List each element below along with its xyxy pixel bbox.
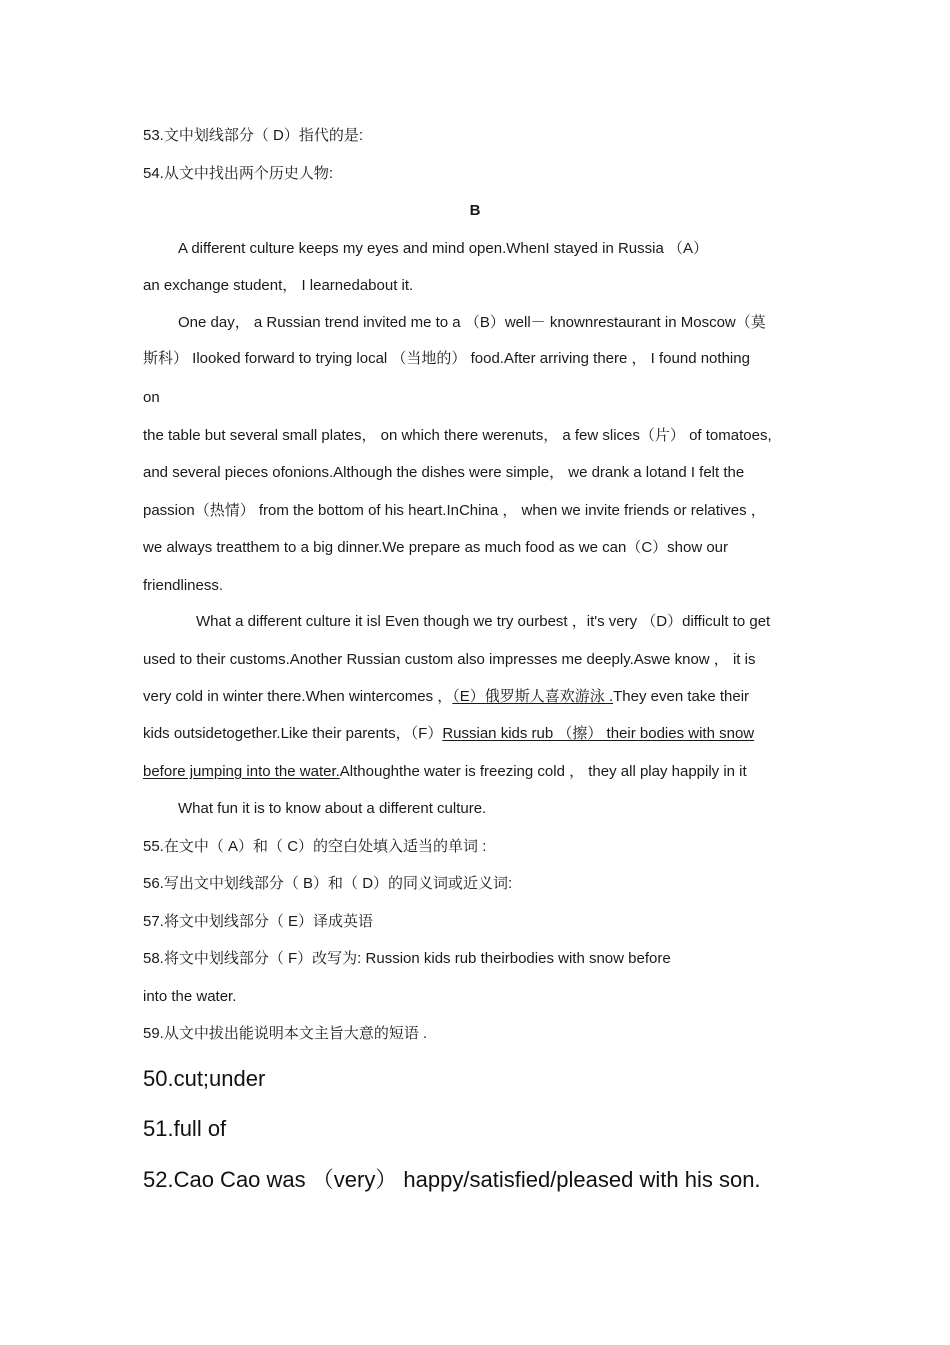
passage-line: used to their customs.Another Russian custom also impresses me deeply.Aswe know ， it is: [143, 651, 756, 668]
passage-text: kids outsidetogether.Like their parents，（F）: [143, 725, 443, 742]
passage-line: the table but several small plates， on which there werenuts， a few slices（片） of tomatoes,: [143, 427, 772, 444]
passage-text: Althoughthe water is freezing cold ， they all play happily in it: [339, 763, 747, 780]
answer-50: 50.cut;under: [143, 1066, 266, 1091]
passage-line: on: [143, 389, 160, 406]
underlined-phrase-e: （E）俄罗斯人喜欢游泳 .: [452, 688, 614, 705]
question-54: 54.从文中找出两个历史人物:: [143, 165, 334, 182]
question-58-cont: into the water.: [143, 988, 237, 1005]
passage-line: A different culture keeps my eyes and mind open.WhenI stayed in Russia （A）: [178, 240, 708, 257]
passage-line: What a different culture it isl Even though we try ourbest ，it's very （D）difficult to get: [196, 613, 771, 630]
passage-heading: B: [469, 202, 481, 219]
passage-line: and several pieces ofonions.Although the dishes were simple， we drank a lotand I felt the: [143, 464, 745, 481]
answer-51: 51.full of: [143, 1116, 227, 1141]
question-57: 57.将文中划线部分（ E）译成英语: [143, 913, 374, 930]
passage-line: What fun it is to know about a different culture.: [178, 800, 487, 817]
underlined-phrase-f-cont: before jumping into the water.: [143, 763, 340, 780]
underlined-phrase-f: Russian kids rub （擦） their bodies with snow: [442, 725, 755, 742]
question-55: 55.在文中（ A）和（ C）的空白处填入适当的单词 :: [143, 838, 487, 855]
answer-52: 52.Cao Cao was （very） happy/satisfied/pleased with his son.: [143, 1167, 761, 1192]
passage-line: we always treatthem to a big dinner.We prepare as much food as we can（C）show our: [143, 539, 729, 556]
passage-line: [143, 762, 747, 782]
question-56: 56.写出文中划线部分（ B）和（ D）的同义词或近义词:: [143, 875, 513, 892]
passage-line: an exchange student， I learnedabout it.: [143, 277, 414, 294]
passage-line: 斯科） Ilooked forward to trying local （当地的） food.After arriving there ， I found nothing: [143, 350, 750, 367]
passage-line: [143, 724, 754, 744]
passage-text: They even take their: [613, 688, 750, 705]
question-58: 58.将文中划线部分（ F）改写为: Russion kids rub theirbodies with snow before: [143, 950, 671, 967]
passage-line: One day， a Russian trend invited me to a （B）well－ knownrestaurant in Moscow（莫: [178, 314, 766, 331]
passage-line: [143, 687, 749, 707]
question-53: 53.文中划线部分（ D）指代的是:: [143, 127, 364, 144]
passage-text: very cold in winter there.When wintercomes ，: [143, 688, 453, 705]
question-59: 59.从文中拔出能说明本文主旨大意的短语 .: [143, 1025, 428, 1042]
passage-line: passion（热情） from the bottom of his heart.InChina ， when we invite friends or relatives ，: [143, 502, 766, 519]
passage-line: friendliness.: [143, 577, 224, 594]
